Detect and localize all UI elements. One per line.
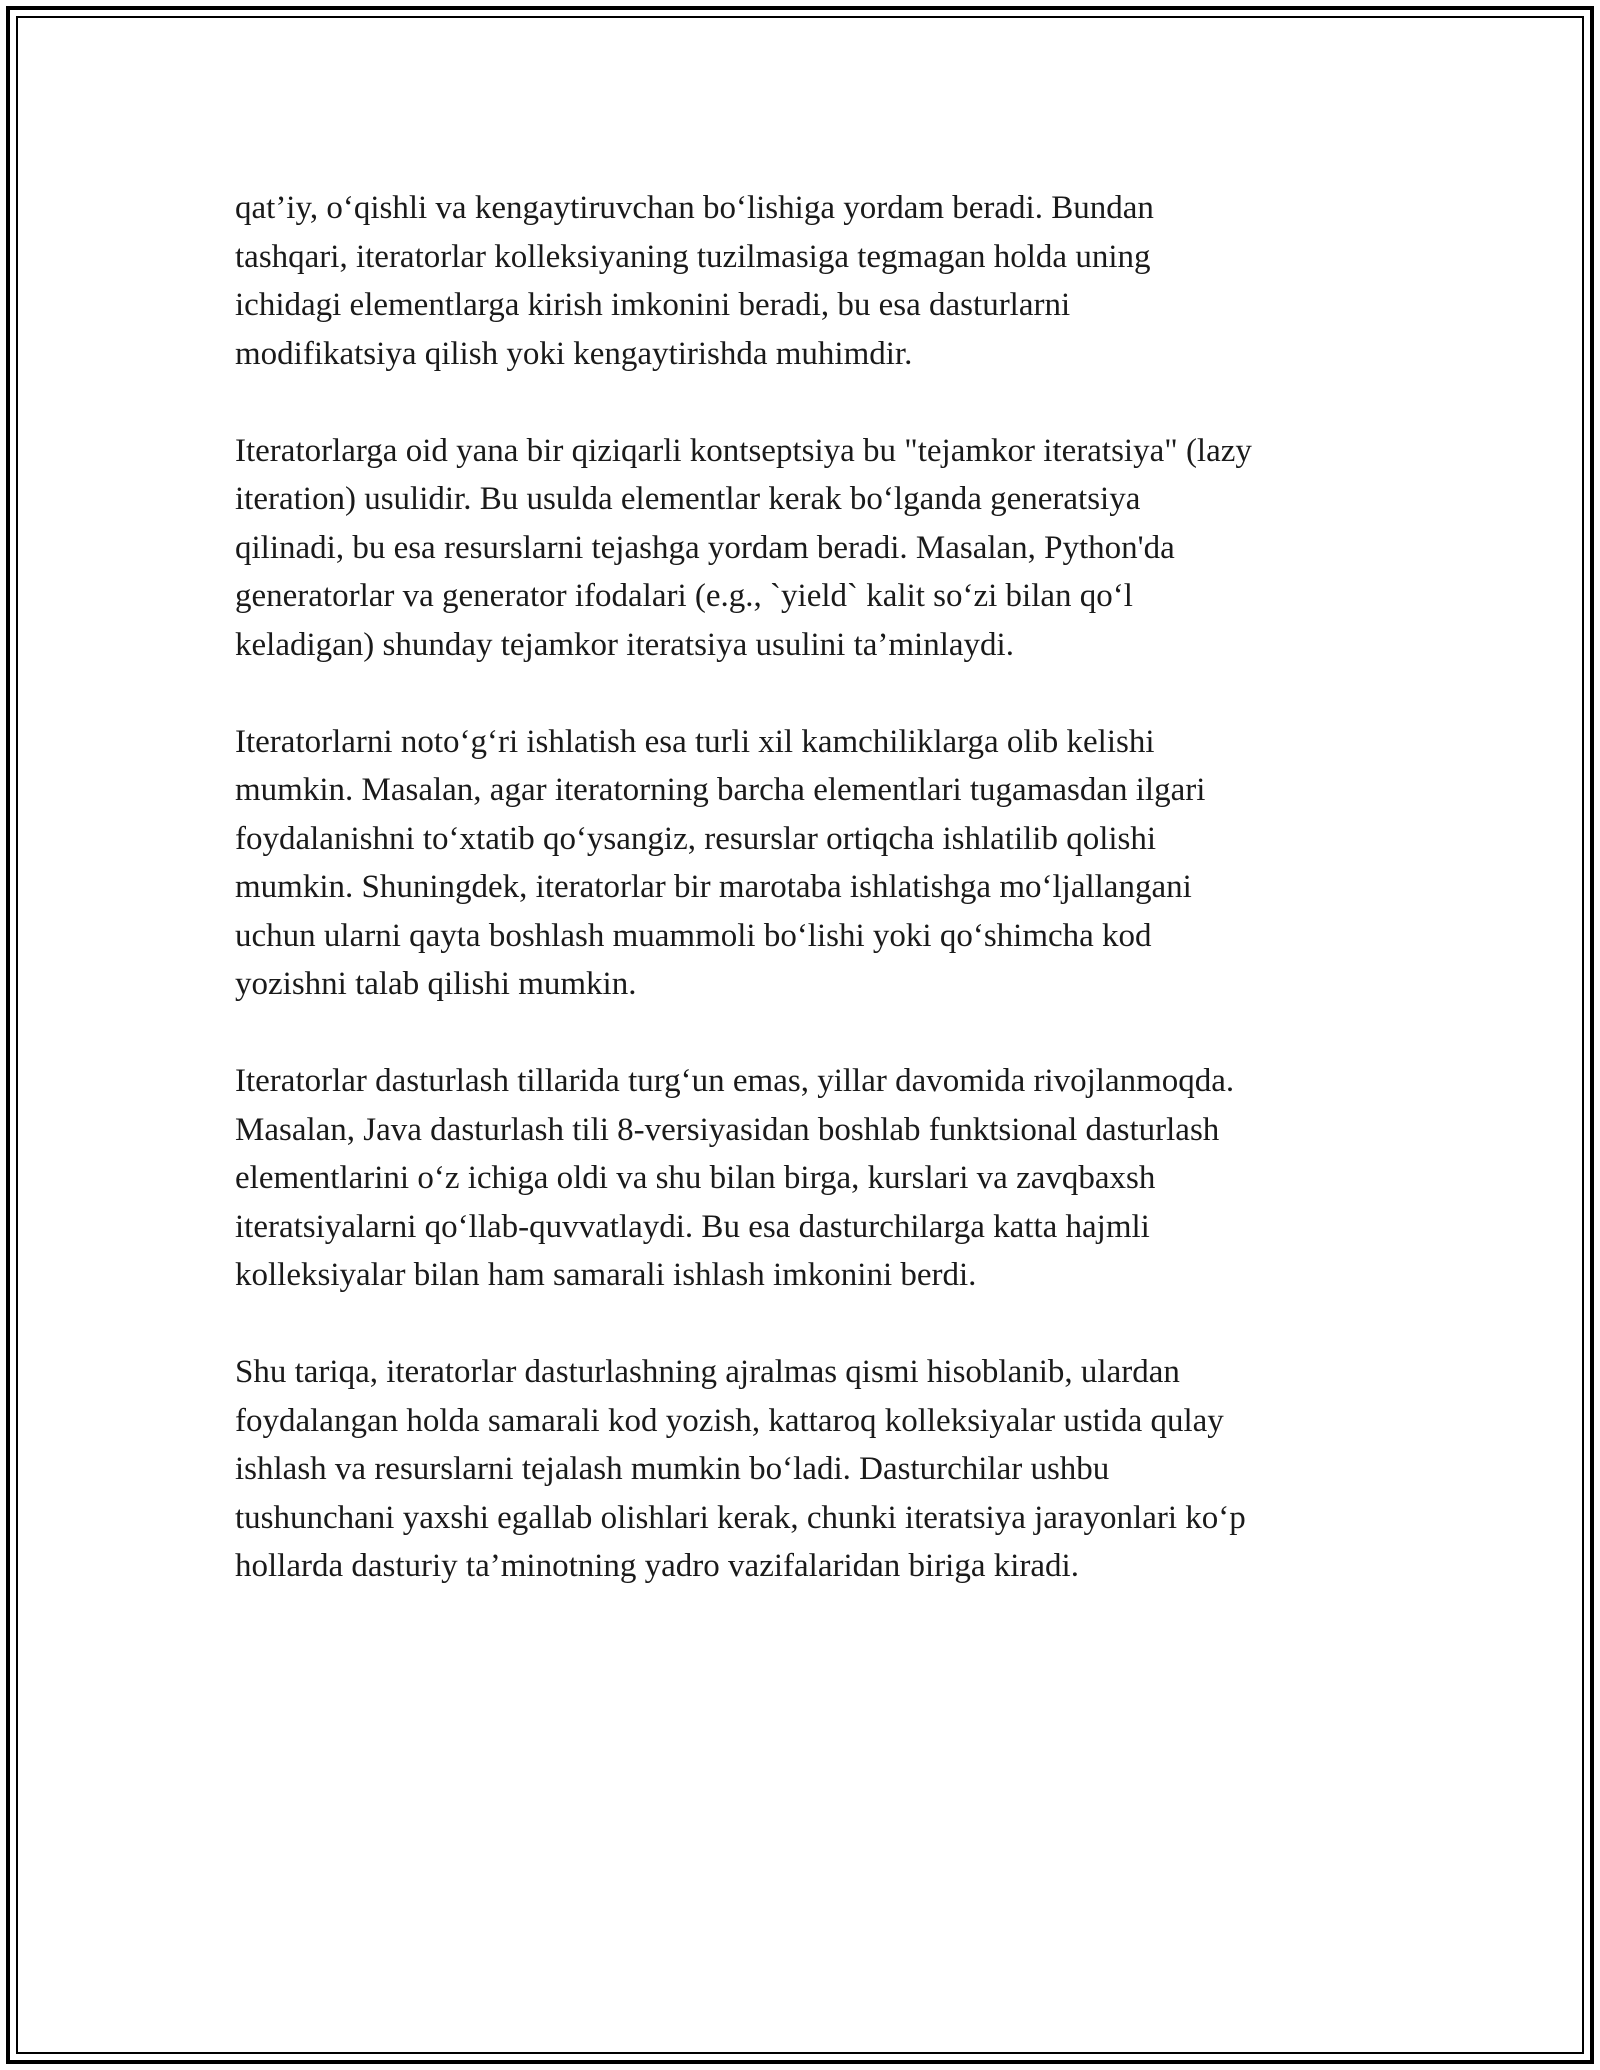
- paragraph: Iteratorlarni noto‘g‘ri ishlatish esa turli xil kamchiliklarga olib kelishi mumkin. Masalan, agar iteratorning barcha elementlari tugamasdan ilgari foydalanishni to‘xtatib qo‘ysangiz, resurslar ortiqcha ishlatilib qolishi mumkin. Shuningdek, iteratorlar bir marotaba ishlatishga mo‘ljallangani uchun ularni qayta boshlash muammoli bo‘lishi yoki qo‘shimcha kod yozishni talab qilishi mumkin.: [235, 723, 1206, 1002]
- paragraph: qat’iy, o‘qishli va kengaytiruvchan bo‘lishiga yordam beradi. Bundan tashqari, iteratorlar kolleksiyaning tuzilmasiga tegmagan holda uning ichidagi elementlarga kirish imkonini beradi, bu esa dasturlarni modifikatsiya qilish yoki kengaytirishda muhimdir.: [235, 190, 1154, 372]
- document-body: [235, 184, 1375, 1639]
- paragraph: Iteratorlarga oid yana bir qiziqarli kontseptsiya bu "tejamkor iteratsiya" (lazy iteration) usulidir. Bu usulda elementlar kerak bo‘lganda generatsiya qilinadi, bu esa resurslarni tejashga yordam beradi. Masalan, Python'da generatorlar va generator ifodalari (e.g., `yield` kalit so‘zi bilan qo‘l keladigan) shunday tejamkor iteratsiya usulini ta’minlaydi.: [235, 432, 1252, 663]
- paragraph: Shu tariqa, iteratorlar dasturlashning ajralmas qismi hisoblanib, ulardan foydalangan holda samarali kod yozish, kattaroq kolleksiyalar ustida qulay ishlash va resurslarni tejalash mumkin bo‘ladi. Dasturchilar ushbu tushunchani yaxshi egallab olishlari kerak, chunki iteratsiya jarayonlari ko‘p hollarda dasturiy ta’minotning yadro vazifalaridan biriga kiradi.: [235, 1354, 1246, 1584]
- paragraph: Iteratorlar dasturlash tillarida turg‘un emas, yillar davomida rivojlanmoqda. Masalan, Java dasturlash tili 8-versiyasidan boshlab funktsional dasturlash elementlarini o‘z ichiga oldi va shu bilan birga, kurslari va zavqbaxsh iteratsiyalarni qo‘llab-quvvatlaydi. Bu esa dasturchilarga katta hajmli kolleksiyalar bilan ham samarali ishlash imkonini berdi.: [235, 1063, 1235, 1293]
